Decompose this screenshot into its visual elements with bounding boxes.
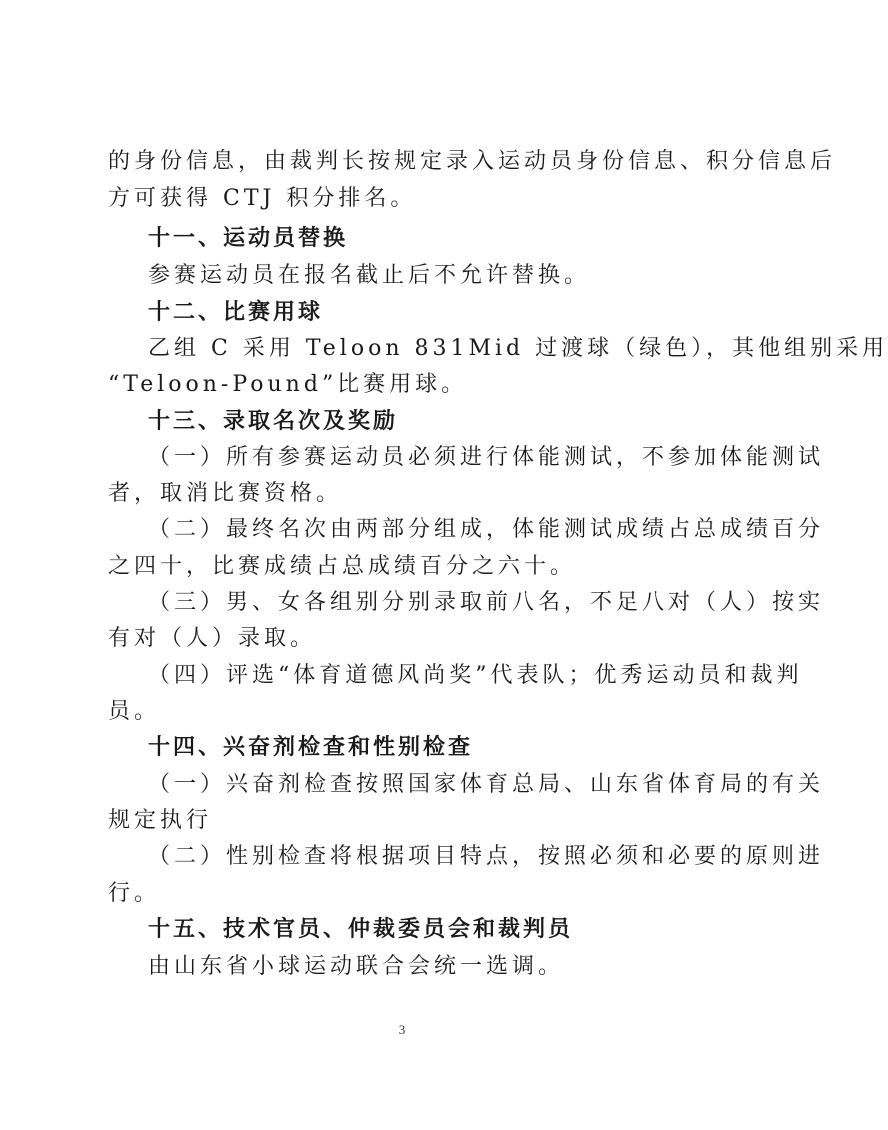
body-text-line: （三）男、女各组别分别录取前八名，不足八对（人）按实 [148,590,825,615]
body-text-line: 方可获得 CTJ 积分排名。 [108,186,417,211]
body-text-line: “Teloon-Pound”比赛用球。 [108,372,468,397]
section-heading-11: 十一、运动员替换 [148,226,349,251]
body-text-line: 之四十，比赛成绩占总成绩百分之六十。 [108,554,577,579]
page-number: 3 [398,1022,406,1037]
body-text-line: 乙组 C 采用 Teloon 831Mid 过渡球（绿色），其他组别采用 [148,336,888,361]
body-text-line: （二）最终名次由两部分组成，体能测试成绩占总成绩百分 [148,517,825,542]
body-text-line: 者，取消比赛资格。 [108,481,343,506]
section-heading-15: 十五、技术官员、仲裁委员会和裁判员 [148,917,574,942]
section-heading-12: 十二、比赛用球 [148,300,324,325]
body-text-line: 有对（人）录取。 [108,626,317,651]
body-text-line: （二）性别检查将根据项目特点，按照必须和必要的原则进 [148,844,825,869]
body-text-line: 行。 [108,881,161,906]
body-text-line: （四）评选“体育道德风尚奖”代表队；优秀运动员和裁判 [148,663,803,688]
body-text-line: 的身份信息，由裁判长按规定录入运动员身份信息、积分信息后 [108,149,837,174]
body-text-line: 规定执行 [108,808,213,833]
body-text-line: （一）兴奋剂检查按照国家体育总局、山东省体育局的有关 [148,772,825,797]
body-text-line: （一）所有参赛运动员必须进行体能测试，不参加体能测试 [148,445,825,470]
body-text-line: 员。 [108,699,161,724]
section-heading-13: 十三、录取名次及奖励 [148,409,399,434]
body-text-line: 参赛运动员在报名截止后不允许替换。 [148,263,591,288]
section-heading-14: 十四、兴奋剂检查和性别检查 [148,735,474,760]
body-text-line: 由山东省小球运动联合会统一选调。 [148,954,565,979]
